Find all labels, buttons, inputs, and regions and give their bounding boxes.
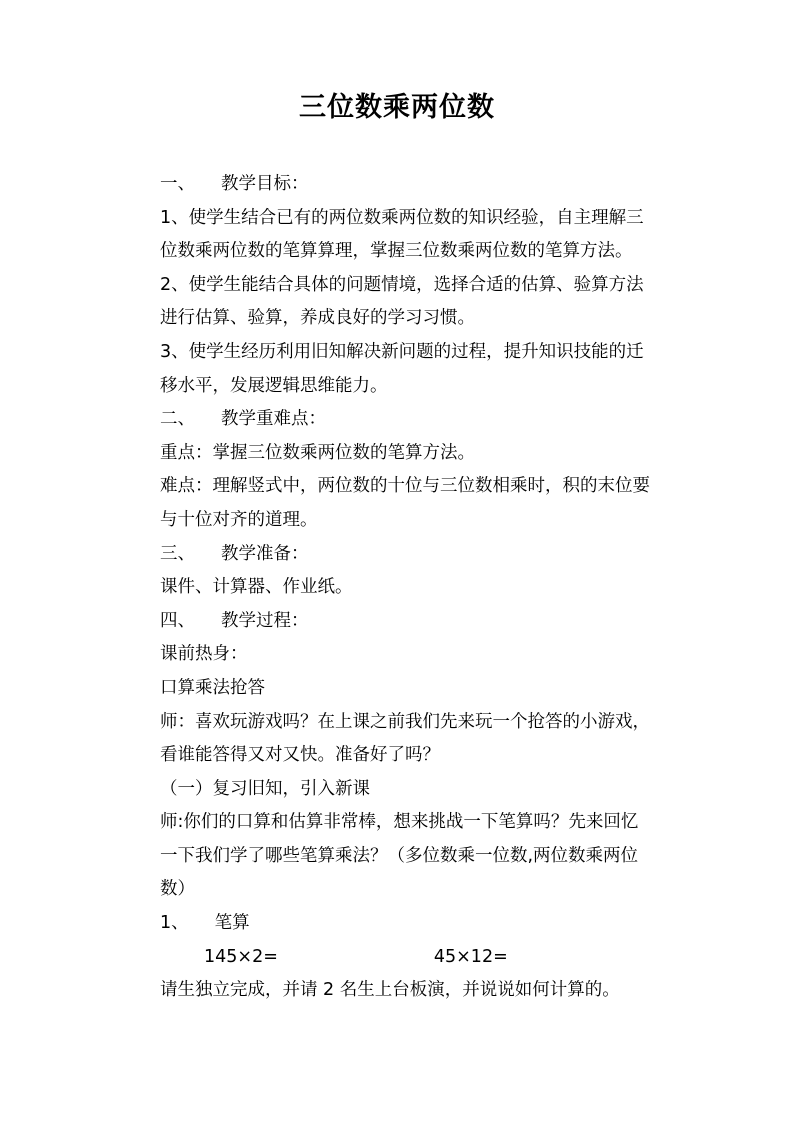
section-heading-goals (160, 168, 680, 202)
subsection-heading: （一）复习旧知，引入新课 (160, 778, 370, 799)
paragraph-line: 2、使学生能结合具体的问题情境，选择合适的估算、验算方法 (160, 274, 644, 295)
calculation-a: 145×2= (204, 946, 278, 967)
paragraph-line: 师：喜欢玩游戏吗？在上课之前我们先来玩一个抢答的小游戏， (160, 711, 650, 732)
paragraph-line: 看谁能答得又对又快。准备好了吗？ (160, 745, 440, 766)
document-body (160, 168, 680, 1008)
paragraph-line: 位数乘两位数的笔算算理，掌握三位数乘两位数的笔算方法。 (160, 241, 633, 262)
section-number: 二、 (160, 409, 195, 430)
section-number: 一、 (160, 174, 195, 194)
paragraph-line: 口算乘法抢答 (160, 677, 265, 698)
paragraph-line: 移水平，发展逻辑思维能力。 (160, 375, 388, 396)
paragraph-line: 进行估算、验算，养成良好的学习习惯。 (160, 308, 475, 329)
paragraph-line: 课前热身： (160, 644, 248, 665)
paragraph-line: 重点：掌握三位数乘两位数的笔算方法。 (160, 442, 475, 463)
section-title: 教学过程： (221, 610, 309, 631)
section-title: 教学准备： (221, 543, 309, 564)
section-title: 教学重难点： (221, 409, 326, 430)
list-item-written-calc (160, 907, 680, 941)
paragraph-line: 课件、计算器、作业纸。 (160, 577, 353, 598)
paragraph-line: 一下我们学了哪些笔算乘法？（多位数乘一位数,两位数乘两位 (160, 845, 639, 866)
section-number: 四、 (160, 610, 195, 631)
section-heading-process (160, 605, 680, 639)
paragraph-line: 请生独立完成，并请 2 名生上台板演，并说说如何计算的。 (160, 980, 620, 1001)
paragraph-line: 难点：理解竖式中，两位数的十位与三位数相乘时，积的末位要 (160, 476, 650, 497)
paragraph-line: 与十位对齐的道理。 (160, 509, 318, 530)
paragraph-line: 1、使学生结合已有的两位数乘两位数的知识经验，自主理解三 (160, 207, 644, 228)
paragraph-line: 3、使学生经历利用旧知解决新问题的过程，提升知识技能的迁 (160, 341, 644, 362)
document-title: 三位数乘两位数 (299, 92, 495, 123)
calculation-row (160, 941, 680, 975)
item-title: 笔算 (214, 913, 250, 934)
section-number: 三、 (160, 543, 195, 564)
paragraph-line: 数） (160, 879, 195, 900)
section-title: 教学目标： (221, 174, 309, 194)
calculation-b: 45×12= (433, 946, 508, 967)
item-number: 1、 (160, 913, 189, 934)
section-heading-preparation (160, 538, 680, 572)
paragraph-line: 师:你们的口算和估算非常棒，想来挑战一下笔算吗？先来回忆 (160, 812, 639, 833)
section-heading-key-points (160, 403, 680, 437)
